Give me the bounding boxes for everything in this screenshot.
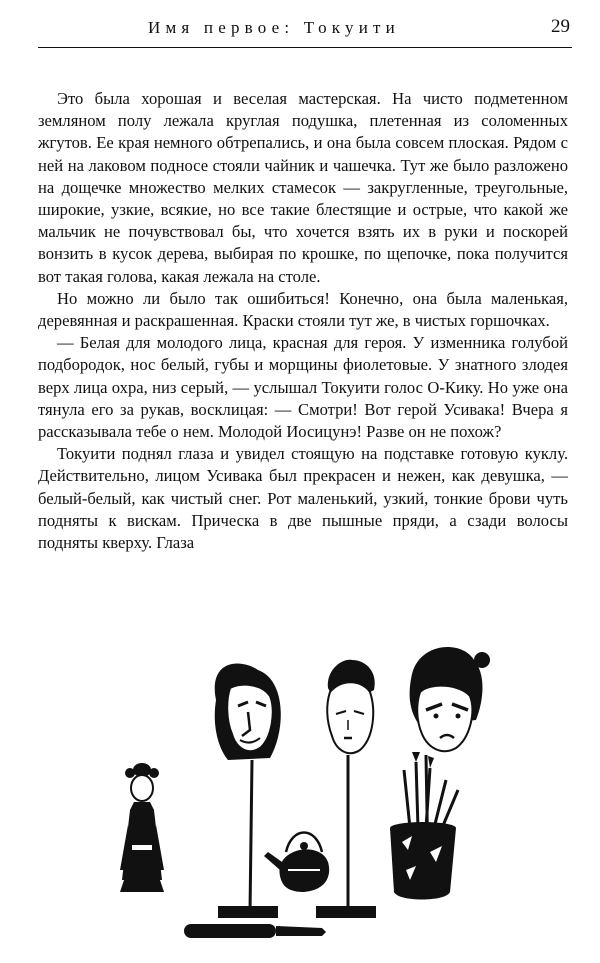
- paragraph: — Белая для молодого лица, красная для героя. У изменника голубой подбородок, нос белый, губы и морщины фиолетовые. У знатного злодея верх лица охра, низ серый, — услышал Токуити голос О-Кику. Но уже она тянула его за рукав, восклицая: — Смотри! Вот герой Усивака! Вчера я рассказывала тебе о нем. Молодой Иосицунэ! Разве он не похож?: [38, 333, 568, 442]
- paragraph: Но можно ли было так ошибиться! Конечно, она была маленькая, деревянная и раскрашенная. Краски стояли тут же, в чистых горшочках.: [38, 288, 568, 331]
- doll-figure: [120, 763, 164, 892]
- brush-pot: [390, 752, 458, 900]
- villain-mask: [215, 664, 281, 918]
- teapot: [264, 833, 329, 893]
- paragraph: Это была хорошая и веселая мастерская. На чисто подметенном земляном полу лежала круглая подушка, плетенная из соломенных жгутов. Ее края немного обтрепались, и она была совсем плоская. Рядом с ней на лаковом подносе стояли чайник и чашечка. Тут же было разложено на дощечке множество мелких стамесок — закругленные, треугольные, широкие, узкие, всякие, но все такие блестящие и острые, что какой же мальчик не почувствовал бы, что хочется взять их в руки и поскорей вонзить в кусок дерева, выбирая по крошке, по щепочке, пока получится вот такая голова, какая лежала на столе.: [38, 89, 568, 286]
- paragraph: Токуити поднял глаза и увидел стоящую на подставке готовую куклу. Действительно, лицом Усивака был прекрасен и нежен, как девушка, — белый-белый, как чистый снег. Рот маленький, узкий, тонкие брови чуть подняты к вискам. Прическа в две пышные пряди, а сзади волосы подняты кверху. Глаза: [38, 444, 568, 553]
- puppet-workshop-illustration: [90, 630, 530, 950]
- carving-knife: [184, 924, 326, 938]
- running-title: Имя первое: Токуити: [148, 18, 400, 37]
- page-number: 29: [551, 16, 570, 37]
- body-text: [38, 88, 568, 554]
- header-rule: [38, 47, 572, 48]
- page-header: [38, 14, 572, 42]
